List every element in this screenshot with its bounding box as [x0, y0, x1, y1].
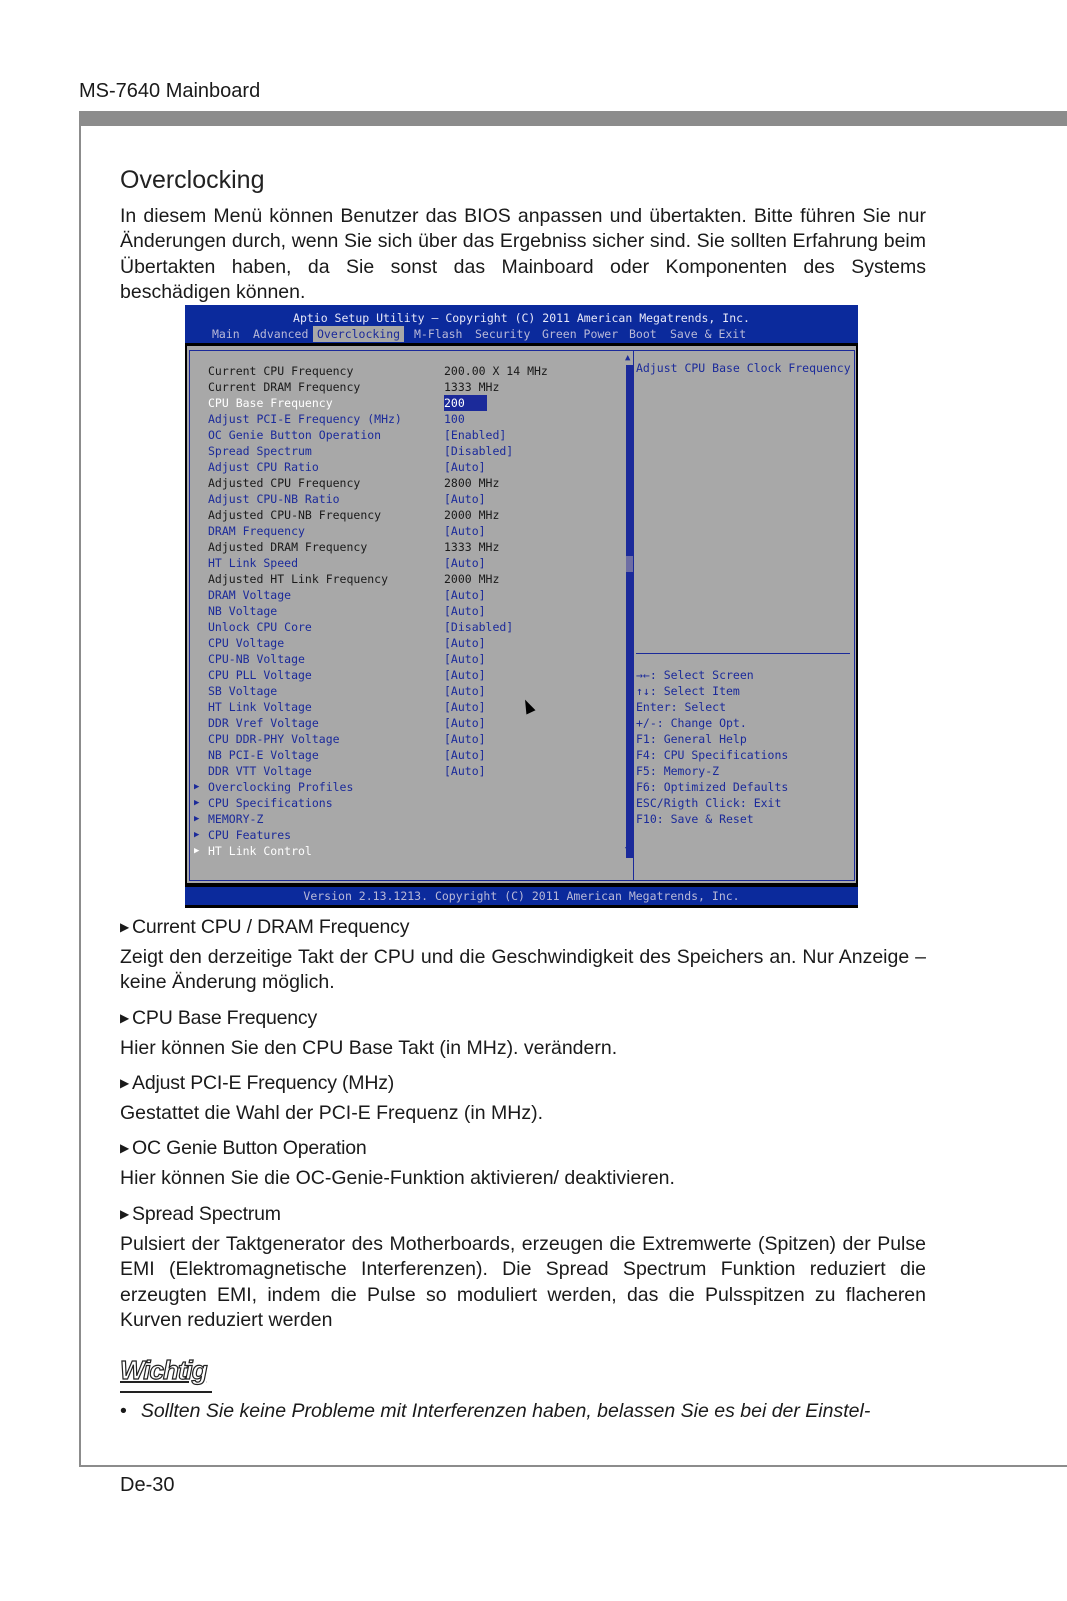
bullet-dot-icon: •	[120, 1400, 127, 1422]
bios-setting-label: Overclocking Profiles	[208, 780, 354, 794]
bios-tab-boot[interactable]: Boot	[629, 327, 657, 341]
submenu-arrow-icon: ▶	[194, 798, 200, 808]
bios-key-hint: ESC/Rigth Click: Exit	[636, 796, 782, 810]
bios-setting-label: Spread Spectrum	[208, 444, 312, 458]
bios-header	[185, 305, 858, 343]
header-bar	[79, 111, 1067, 126]
bios-help-panel	[633, 350, 855, 881]
bios-setting-label: CPU Specifications	[208, 796, 333, 810]
item-title-cpu-base-frequency	[120, 1007, 317, 1030]
bios-setting-value[interactable]: [Disabled]	[444, 620, 514, 634]
bios-title: Aptio Setup Utility – Copyright (C) 2011 American Megatrends, Inc.	[293, 311, 750, 325]
left-border	[79, 111, 81, 1467]
item-title-text: Adjust PCI-E Frequency (MHz)	[132, 1072, 395, 1094]
triangle-bullet-icon: ▶	[120, 1076, 130, 1090]
bios-setting-value[interactable]: [Auto]	[444, 716, 486, 730]
bios-key-hint: Enter: Select	[636, 700, 727, 714]
bios-setting-label: Adjusted HT Link Frequency	[208, 572, 389, 586]
bios-setting-label: NB PCI-E Voltage	[208, 748, 319, 762]
bios-setting-value[interactable]: [Auto]	[444, 764, 486, 778]
bios-key-hint: F1: General Help	[636, 732, 747, 746]
bios-key-hint: +/-: Change Opt.	[636, 716, 747, 730]
mouse-cursor-icon	[521, 698, 536, 715]
item-title-text: OC Genie Button Operation	[132, 1137, 367, 1159]
page-number: De-30	[120, 1474, 175, 1496]
section-intro: In diesem Menü können Benutzer das BIOS anpassen und übertakten. Bitte führen Sie nur Änderungen durch, wenn Sie sich über das Ergebniss sicher sind. Sie sollten Erfahrung beim Übertakten haben, da Sie sonst das Mainboard oder Komponenten des Systems beschädigen können.	[120, 205, 926, 304]
bios-key-hint: →←: Select Screen	[636, 668, 754, 682]
bios-setting-value: 200.00 X 14 MHz	[444, 364, 548, 378]
bios-settings-panel	[189, 350, 634, 881]
triangle-bullet-icon: ▶	[120, 1141, 130, 1155]
item-title-oc-genie	[120, 1137, 367, 1160]
bios-tab-overclocking[interactable]: Overclocking	[313, 326, 404, 342]
item-desc-cpu-base-frequency: Hier können Sie den CPU Base Takt (in MHz). verändern.	[120, 1037, 618, 1059]
bios-setting-label: Adjust CPU Ratio	[208, 460, 319, 474]
bios-setting-value[interactable]: [Auto]	[444, 700, 486, 714]
section-title: Overclocking	[120, 166, 265, 194]
bios-tab-mflash[interactable]: M-Flash	[414, 327, 463, 341]
bios-setting-value: 1333 MHz	[444, 540, 500, 554]
item-title-text: CPU Base Frequency	[132, 1007, 318, 1029]
important-label: Wichtig	[120, 1355, 207, 1385]
bios-tab-advanced[interactable]: Advanced	[253, 327, 309, 341]
item-title-text: Current CPU / DRAM Frequency	[132, 916, 410, 938]
bios-setting-value[interactable]: [Auto]	[444, 636, 486, 650]
bios-key-hint: F4: CPU Specifications	[636, 748, 789, 762]
bios-setting-label: CPU Features	[208, 828, 292, 842]
bios-setting-label: Current DRAM Frequency	[208, 380, 361, 394]
bios-setting-label: DRAM Voltage	[208, 588, 292, 602]
item-desc-cpu-dram-frequency: Zeigt den derzeitige Takt der CPU und die Geschwindigkeit des Speichers an. Nur Anzeige – keine Änderung möglich.	[120, 946, 926, 994]
bios-tab-main[interactable]: Main	[212, 327, 240, 341]
bios-setting-value[interactable]: [Auto]	[444, 492, 486, 506]
item-desc-oc-genie: Hier können Sie die OC-Genie-Funktion aktivieren/ deaktivieren.	[120, 1167, 675, 1189]
bios-tab-green-power[interactable]: Green Power	[542, 327, 619, 341]
bios-setting-label: SB Voltage	[208, 684, 278, 698]
bios-setting-value[interactable]: [Auto]	[444, 748, 486, 762]
item-title-spread-spectrum	[120, 1203, 281, 1226]
bios-setting-value[interactable]: [Disabled]	[444, 444, 514, 458]
bios-key-hint: F5: Memory-Z	[636, 764, 720, 778]
scroll-down-arrow-icon[interactable]: ▼	[625, 845, 631, 855]
bios-setting-label: HT Link Control	[208, 844, 312, 858]
bios-tab-security[interactable]: Security	[475, 327, 531, 341]
bios-key-hint: F10: Save & Reset	[636, 812, 754, 826]
item-title-pcie-frequency	[120, 1072, 394, 1095]
bios-setting-value[interactable]: [Auto]	[444, 684, 486, 698]
bios-setting-value: 1333 MHz	[444, 380, 500, 394]
triangle-bullet-icon: ▶	[120, 920, 130, 934]
scroll-up-arrow-icon[interactable]: ▲	[625, 353, 631, 363]
bios-key-hint: F6: Optimized Defaults	[636, 780, 789, 794]
bios-setting-value[interactable]: 200	[444, 395, 487, 411]
bios-setting-label: Adjust CPU-NB Ratio	[208, 492, 340, 506]
bios-tab-save-exit[interactable]: Save & Exit	[670, 327, 747, 341]
bios-body	[187, 346, 856, 883]
item-title-text: Spread Spectrum	[132, 1203, 281, 1225]
bios-setting-label: CPU Base Frequency	[208, 396, 333, 410]
bottom-border	[79, 1465, 1067, 1467]
bios-setting-value: 2000 MHz	[444, 572, 500, 586]
bios-setting-value[interactable]: [Auto]	[444, 668, 486, 682]
bios-footer: Version 2.13.1213. Copyright (C) 2011 American Megatrends, Inc.	[185, 887, 858, 905]
bios-setting-label: DDR Vref Voltage	[208, 716, 319, 730]
item-title-cpu-dram-frequency	[120, 916, 409, 939]
bios-setting-value[interactable]: [Auto]	[444, 460, 486, 474]
bios-setting-label: CPU PLL Voltage	[208, 668, 312, 682]
submenu-arrow-icon: ▶	[194, 782, 200, 792]
important-bullet-text: Sollten Sie keine Probleme mit Interferenzen haben, belassen Sie es bei der Einstel-	[140, 1400, 871, 1422]
bios-setting-value[interactable]: [Enabled]	[444, 428, 507, 442]
bios-setting-value[interactable]: [Auto]	[444, 732, 486, 746]
triangle-bullet-icon: ▶	[120, 1011, 130, 1025]
bios-setting-label: DRAM Frequency	[208, 524, 305, 538]
bios-setting-label: CPU-NB Voltage	[208, 652, 305, 666]
bios-setting-label: OC Genie Button Operation	[208, 428, 382, 442]
help-divider	[636, 653, 850, 654]
bios-setting-label: HT Link Voltage	[208, 700, 312, 714]
bios-setting-label: CPU DDR-PHY Voltage	[208, 732, 340, 746]
important-underline	[120, 1391, 212, 1393]
bios-setting-label: Unlock CPU Core	[208, 620, 312, 634]
bios-help-text: Adjust CPU Base Clock Frequency	[636, 361, 851, 375]
bios-setting-value[interactable]: [Auto]	[444, 604, 486, 618]
bios-setting-value: 2800 MHz	[444, 476, 500, 490]
bios-setting-value: 2000 MHz	[444, 508, 500, 522]
bios-setting-label: Adjust PCI-E Frequency (MHz)	[208, 412, 402, 426]
bios-setting-label: Adjusted DRAM Frequency	[208, 540, 368, 554]
bios-setting-value[interactable]: [Auto]	[444, 588, 486, 602]
submenu-arrow-icon: ▶	[194, 814, 200, 824]
item-desc-spread-spectrum: Pulsiert der Taktgenerator des Motherboards, erzeugen die Extremwerte (Spitzen) der Pulse EMI (Elektromagnetische Interferenzen). Die Spread Spectrum Funktion reduziert die erzeugten EMI, indem die Pulse so moduliert werden, das die Pulsspitzen zu flacheren Kurven reduziert werden	[120, 1233, 926, 1332]
submenu-arrow-icon: ▶	[194, 830, 200, 840]
bios-setting-value[interactable]: [Auto]	[444, 524, 486, 538]
page-header-model: MS-7640 Mainboard	[79, 80, 261, 102]
triangle-bullet-icon: ▶	[120, 1207, 130, 1221]
bios-setting-value[interactable]: [Auto]	[444, 556, 486, 570]
bios-setting-label: MEMORY-Z	[208, 812, 264, 826]
bios-setting-label: DDR VTT Voltage	[208, 764, 312, 778]
bios-setting-label: Adjusted CPU-NB Frequency	[208, 508, 382, 522]
submenu-arrow-icon: ▶	[194, 846, 200, 856]
item-desc-pcie-frequency: Gestattet die Wahl der PCI-E Frequenz (in MHz).	[120, 1102, 544, 1124]
bios-menu-bar	[185, 326, 858, 342]
bios-setting-value[interactable]: 100	[444, 412, 465, 426]
bios-setting-value[interactable]: [Auto]	[444, 652, 486, 666]
important-bullet	[120, 1400, 870, 1423]
bios-setting-label: NB Voltage	[208, 604, 278, 618]
bios-key-hint: ↑↓: Select Item	[636, 684, 740, 698]
bios-screenshot	[185, 305, 858, 908]
bios-setting-label: HT Link Speed	[208, 556, 299, 570]
bios-setting-label: CPU Voltage	[208, 636, 285, 650]
bios-setting-label: Adjusted CPU Frequency	[208, 476, 361, 490]
bios-setting-label: Current CPU Frequency	[208, 364, 354, 378]
